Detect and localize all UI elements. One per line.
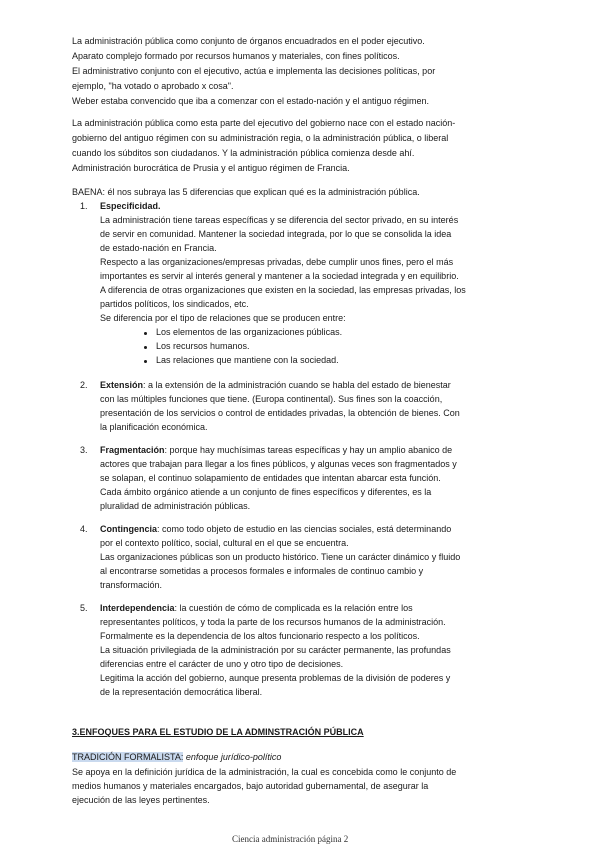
bullet-item: Las relaciones que mantiene con la sociedad. xyxy=(156,355,339,365)
item-line: Cada ámbito orgánico atiende a un conjunto de fines específicos y diferentes, es la xyxy=(100,487,432,497)
item-line: Las organizaciones públicas son un producto histórico. Tiene un carácter dinámico y fluido xyxy=(100,552,461,562)
item-line: transformación. xyxy=(100,580,163,590)
item-title: Especificidad. xyxy=(100,201,161,211)
section-line: Se apoya en la definición jurídica de la administración, la cual es concebida como le conjunto de xyxy=(72,767,457,777)
item-line: se solapan, el continuo solapamiento de entidades que intentan abarcar esta función. xyxy=(100,473,441,483)
item-line: Respecto a las organizaciones/empresas privadas, debe cumplir unos fines, pero el más xyxy=(100,257,454,267)
item-first-line xyxy=(100,524,451,535)
item-line: diferencias entre el carácter de uno y otro tipo de decisiones. xyxy=(100,659,344,669)
paragraph-line: La administración pública como esta parte del ejecutivo del gobierno nace con el estado nación- xyxy=(72,118,456,128)
item-first-text: la cuestión de cómo de complicada es la relación entre los xyxy=(177,603,413,613)
subsection-title xyxy=(72,752,281,763)
intro-line: ejemplo, "ha votado o aprobado x cosa". xyxy=(72,81,234,91)
section-line: ejecución de las leyes pertinentes. xyxy=(72,795,210,805)
subsection-italic: enfoque jurídico-político xyxy=(183,752,282,762)
section-line: medios humanos y materiales encargados, bajo autoridad gubernamental, de asegurar la xyxy=(72,781,429,791)
paragraph-line: gobierno del antiguo régimen con su administración regia, o la administración pública, o liberal xyxy=(72,133,449,143)
paragraph-line: Administración burocrática de Prusia y el antiguo régimen de Francia. xyxy=(72,163,350,173)
item-line: con las múltiples funciones que tiene. (Europa continental). Sus fines son la coacción, xyxy=(100,394,443,404)
bullet-icon xyxy=(144,360,147,363)
item-line: La situación privilegiada de la administración por su carácter permanente, las profundas xyxy=(100,645,451,655)
item-line: de la representación democrática liberal. xyxy=(100,687,263,697)
intro-line: Aparato complejo formado por recursos humanos y materiales, con fines políticos. xyxy=(72,51,400,61)
item-first-line xyxy=(100,445,452,456)
section-heading: 3.ENFOQUES PARA EL ESTUDIO DE LA ADMINSTRACIÓN PÚBLICA xyxy=(72,727,364,737)
item-line: partidos políticos, los sindicados, etc. xyxy=(100,299,249,309)
item-separator: : xyxy=(157,524,160,534)
item-first-text: porque hay muchísimas tareas específicas y hay un amplio abanico de xyxy=(167,445,453,455)
item-line: al encontrarse sometidas a procesos formales e informales de continuo cambio y xyxy=(100,566,424,576)
item-line: representantes políticos, y toda la parte de los recursos humanos de la administración. xyxy=(100,617,446,627)
intro-line: Weber estaba convencido que iba a comenzar con el estado-nación y el antiguo régimen. xyxy=(72,96,430,106)
item-line: la planificación económica. xyxy=(100,422,208,432)
item-number: 5. xyxy=(80,603,88,613)
intro-line: La administración pública como conjunto de órganos encuadrados en el poder ejecutivo. xyxy=(72,36,425,46)
item-title: Contingencia xyxy=(100,524,158,534)
item-line: Formalmente es la dependencia de los altos funcionario respecto a los políticos. xyxy=(100,631,420,641)
item-line: A diferencia de otras organizaciones que existen en la sociedad, las empresas privadas, los xyxy=(100,285,466,295)
item-first-line xyxy=(100,380,451,391)
paragraph-line: cuando los súbditos son ciudadanos. Y la administración pública comienza desde ahí. xyxy=(72,148,415,158)
item-line: actores que trabajan para llegar a los fines públicos, y algunas veces son fragmentados y xyxy=(100,459,457,469)
item-separator: : xyxy=(174,603,178,613)
bullet-icon xyxy=(144,332,147,335)
intro-line: El administrativo conjunto con el ejecutivo, actúa e implementa las decisiones políticas, por xyxy=(72,66,436,76)
item-first-line xyxy=(100,603,413,614)
item-line: importantes es servir al interés general y mantener a la sociedad integrada y en equilibrio. xyxy=(100,271,459,281)
item-first-text: a la extensión de la administración cuando se habla del estado de bienestar xyxy=(145,380,451,390)
bullet-item: Los recursos humanos. xyxy=(156,341,250,351)
item-line: por el contexto político, social, cultural en el que se encuentra. xyxy=(100,538,349,548)
item-line: Legitima la acción del gobierno, aunque presenta problemas de la división de poderes y xyxy=(100,673,451,683)
item-separator: : xyxy=(143,380,146,390)
item-title: Extensión xyxy=(100,380,144,390)
item-line: pluralidad de administración públicas. xyxy=(100,501,251,511)
item-line: presentación de los servicios o control de entidades privadas, la obtención de bienes. Con xyxy=(100,408,460,418)
baena-intro: BAENA: él nos subraya las 5 diferencias que explican qué es la administración pública. xyxy=(72,187,420,197)
bullet-icon xyxy=(144,346,147,349)
item-number: 4. xyxy=(80,524,88,534)
bullet-item: Los elementos de las organizaciones públicas. xyxy=(156,327,343,337)
item-line: de servir en comunidad. Mantener la sociedad integrada, por lo que se consolida la idea xyxy=(100,229,452,239)
item-title: Interdependencia xyxy=(100,603,175,613)
item-line: de estado-nación en Francia. xyxy=(100,243,217,253)
item-line: Se diferencia por el tipo de relaciones que se producen entre: xyxy=(100,313,346,323)
item-number: 3. xyxy=(80,445,88,455)
page-footer: Ciencia administración página 2 xyxy=(232,834,349,844)
item-number: 2. xyxy=(80,380,88,390)
subsection-label: TRADICIÓN FORMALISTA: xyxy=(72,752,184,762)
item-first-text: como todo objeto de estudio en las ciencias sociales, está determinando xyxy=(159,524,452,534)
item-number: 1. xyxy=(80,201,88,211)
item-title: Fragmentación xyxy=(100,445,165,455)
item-separator: : xyxy=(164,445,168,455)
item-line: La administración tiene tareas específicas y se diferencia del sector privado, en su interés xyxy=(100,215,459,225)
